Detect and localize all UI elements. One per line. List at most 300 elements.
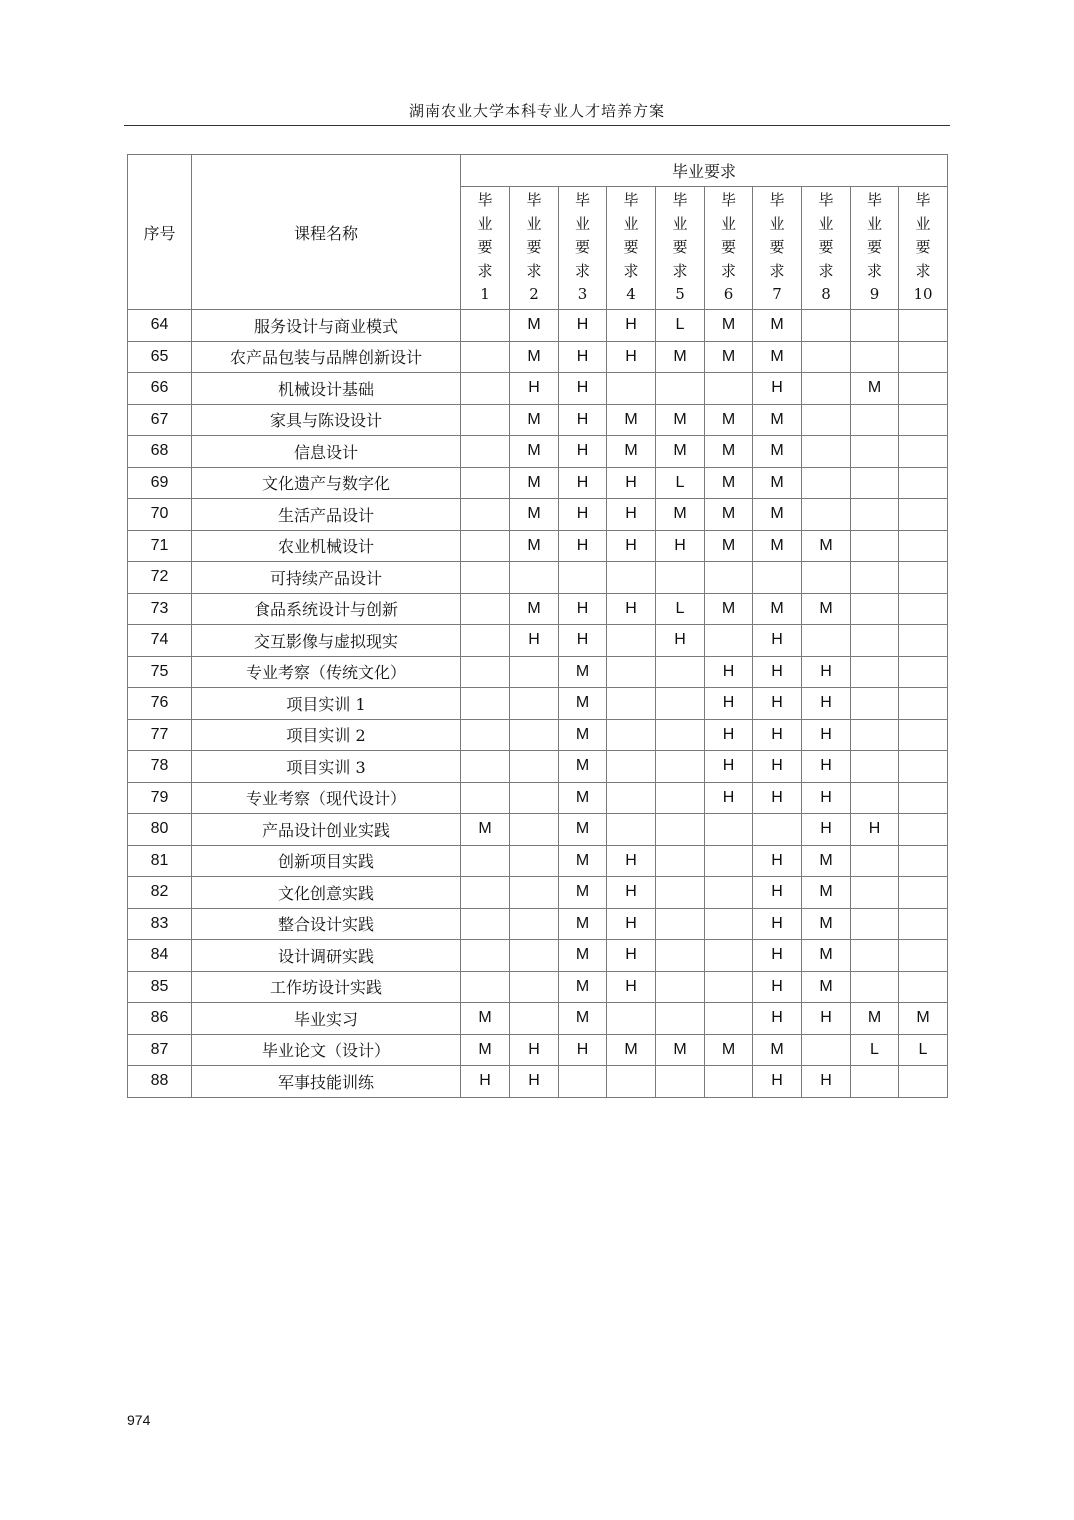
requirement-level-cell xyxy=(899,877,948,909)
requirement-level-cell xyxy=(851,908,899,940)
requirement-level-cell xyxy=(607,1003,656,1035)
requirement-level-cell xyxy=(607,688,656,720)
requirement-level-cell xyxy=(607,782,656,814)
requirement-level-cell xyxy=(851,625,899,657)
requirement-level-cell: H xyxy=(607,940,656,972)
table-row xyxy=(128,940,948,972)
requirement-level-cell: H xyxy=(753,1066,802,1098)
course-name: 专业考察（现代设计） xyxy=(192,782,461,814)
header-requirement-2 xyxy=(510,187,559,310)
requirement-level-cell xyxy=(802,310,851,342)
requirement-level-cell xyxy=(461,499,510,531)
requirement-level-cell: M xyxy=(559,1003,607,1035)
requirement-level-cell xyxy=(851,719,899,751)
course-name: 家具与陈设设计 xyxy=(192,404,461,436)
requirement-level-cell: H xyxy=(753,719,802,751)
requirement-level-cell: H xyxy=(753,845,802,877)
course-name: 创新项目实践 xyxy=(192,845,461,877)
header-requirement-char: 求 xyxy=(526,261,542,280)
row-index: 66 xyxy=(128,373,192,405)
header-requirement-char: 毕 xyxy=(623,191,639,210)
row-index: 85 xyxy=(128,971,192,1003)
requirement-level-cell: M xyxy=(705,467,753,499)
requirement-level-cell: M xyxy=(461,814,510,846)
requirement-level-cell xyxy=(899,404,948,436)
header-requirement-char: 毕 xyxy=(526,191,542,210)
requirement-level-cell: H xyxy=(510,1034,559,1066)
requirement-level-cell xyxy=(851,1066,899,1098)
requirement-level-cell: H xyxy=(559,1034,607,1066)
requirement-level-cell xyxy=(899,373,948,405)
requirement-level-cell xyxy=(851,971,899,1003)
course-name: 食品系统设计与创新 xyxy=(192,593,461,625)
requirement-level-cell xyxy=(802,499,851,531)
requirement-level-cell xyxy=(461,404,510,436)
requirement-level-cell xyxy=(656,1003,705,1035)
requirement-level-cell xyxy=(802,373,851,405)
requirement-level-cell: H xyxy=(461,1066,510,1098)
requirement-level-cell xyxy=(461,310,510,342)
requirement-level-cell xyxy=(510,719,559,751)
requirement-level-cell: M xyxy=(559,656,607,688)
requirement-level-cell xyxy=(510,656,559,688)
requirement-level-cell: M xyxy=(656,341,705,373)
requirement-level-cell xyxy=(510,971,559,1003)
requirement-level-cell xyxy=(510,877,559,909)
row-index: 82 xyxy=(128,877,192,909)
course-name: 交互影像与虚拟现实 xyxy=(192,625,461,657)
header-requirement-char: 求 xyxy=(720,261,736,280)
requirement-level-cell: M xyxy=(753,467,802,499)
requirement-level-cell: M xyxy=(656,499,705,531)
requirement-level-cell xyxy=(899,625,948,657)
page-header-title: 湖南农业大学本科专业人才培养方案 xyxy=(408,102,665,120)
header-requirement-char: 求 xyxy=(818,261,834,280)
row-index: 88 xyxy=(128,1066,192,1098)
requirement-level-cell: M xyxy=(753,1034,802,1066)
requirement-level-cell xyxy=(802,625,851,657)
header-requirement-char: 求 xyxy=(672,261,688,280)
requirement-level-cell: H xyxy=(753,656,802,688)
requirement-level-cell xyxy=(705,1066,753,1098)
requirement-level-cell: H xyxy=(607,341,656,373)
requirement-level-cell xyxy=(510,814,559,846)
header-requirement-char: 要 xyxy=(769,238,785,257)
row-index: 81 xyxy=(128,845,192,877)
requirement-level-cell: H xyxy=(705,688,753,720)
requirement-level-cell xyxy=(656,877,705,909)
header-requirement-char: 要 xyxy=(477,238,493,257)
requirement-level-cell: H xyxy=(705,782,753,814)
header-requirement-char: 毕 xyxy=(477,191,493,210)
table-row xyxy=(128,436,948,468)
header-requirement-char: 2 xyxy=(529,285,539,304)
requirement-level-cell: M xyxy=(705,1034,753,1066)
requirement-level-cell: H xyxy=(753,940,802,972)
requirement-level-cell: H xyxy=(510,1066,559,1098)
requirement-level-cell xyxy=(899,1066,948,1098)
requirement-level-cell: M xyxy=(510,530,559,562)
header-requirement-char: 3 xyxy=(577,285,588,304)
header-requirement-3 xyxy=(559,187,607,310)
header-graduation-requirements: 毕业要求 xyxy=(461,155,948,187)
requirement-level-cell xyxy=(656,908,705,940)
table-row xyxy=(128,499,948,531)
requirement-level-cell: H xyxy=(607,593,656,625)
row-index: 74 xyxy=(128,625,192,657)
course-name: 工作坊设计实践 xyxy=(192,971,461,1003)
requirement-level-cell: H xyxy=(607,908,656,940)
requirement-level-cell: M xyxy=(705,341,753,373)
requirement-level-cell: M xyxy=(705,404,753,436)
header-index: 序号 xyxy=(128,155,192,310)
table-row xyxy=(128,751,948,783)
table-row xyxy=(128,1066,948,1098)
header-requirement-char: 业 xyxy=(477,214,493,233)
requirement-level-cell xyxy=(851,593,899,625)
header-requirement-char: 要 xyxy=(720,238,736,257)
requirement-level-cell xyxy=(899,719,948,751)
course-name: 信息设计 xyxy=(192,436,461,468)
requirement-level-cell: M xyxy=(461,1034,510,1066)
requirement-level-cell: H xyxy=(802,782,851,814)
requirement-level-cell xyxy=(461,971,510,1003)
requirement-level-cell: H xyxy=(802,688,851,720)
table-row xyxy=(128,656,948,688)
requirement-level-cell: H xyxy=(559,530,607,562)
header-requirement-char: 业 xyxy=(818,214,834,233)
requirement-level-cell xyxy=(559,562,607,594)
requirement-level-cell xyxy=(461,656,510,688)
course-name: 项目实训 3 xyxy=(192,751,461,783)
requirement-level-cell: M xyxy=(656,436,705,468)
row-index: 68 xyxy=(128,436,192,468)
requirement-level-cell: M xyxy=(705,310,753,342)
requirement-level-cell: M xyxy=(851,1003,899,1035)
requirement-level-cell: H xyxy=(753,1003,802,1035)
requirement-level-cell: M xyxy=(705,530,753,562)
requirement-level-cell: M xyxy=(656,1034,705,1066)
requirement-level-cell: H xyxy=(802,751,851,783)
table-row xyxy=(128,782,948,814)
table-row xyxy=(128,877,948,909)
requirement-level-cell xyxy=(510,751,559,783)
requirement-level-cell xyxy=(705,814,753,846)
requirement-level-cell: H xyxy=(753,908,802,940)
requirement-level-cell: M xyxy=(753,436,802,468)
requirement-level-cell xyxy=(851,467,899,499)
requirement-level-cell xyxy=(705,940,753,972)
table-row xyxy=(128,688,948,720)
requirement-level-cell: M xyxy=(802,845,851,877)
requirement-level-cell xyxy=(899,782,948,814)
header-requirement-char: 5 xyxy=(675,285,685,304)
requirement-level-cell: H xyxy=(753,688,802,720)
header-requirement-char: 业 xyxy=(526,214,542,233)
table-row xyxy=(128,971,948,1003)
requirement-level-cell: M xyxy=(559,845,607,877)
requirement-level-cell xyxy=(656,656,705,688)
requirement-level-cell: H xyxy=(705,751,753,783)
header-requirement-char: 业 xyxy=(672,214,688,233)
requirement-level-cell xyxy=(899,751,948,783)
requirement-level-cell: H xyxy=(510,625,559,657)
requirement-level-cell: M xyxy=(559,940,607,972)
header-course-name: 课程名称 xyxy=(192,155,461,310)
header-requirement-char: 毕 xyxy=(818,191,834,210)
requirement-level-cell: H xyxy=(802,1003,851,1035)
requirement-level-cell: H xyxy=(559,625,607,657)
requirement-level-cell: L xyxy=(656,310,705,342)
requirement-level-cell: H xyxy=(607,530,656,562)
requirement-level-cell: H xyxy=(559,341,607,373)
row-index: 75 xyxy=(128,656,192,688)
header-requirement-7 xyxy=(753,187,802,310)
requirement-level-cell: M xyxy=(559,908,607,940)
row-index: 71 xyxy=(128,530,192,562)
row-index: 64 xyxy=(128,310,192,342)
header-requirement-6 xyxy=(705,187,753,310)
requirement-level-cell: M xyxy=(559,719,607,751)
requirement-level-cell xyxy=(656,845,705,877)
requirement-level-cell: L xyxy=(899,1034,948,1066)
requirement-level-cell: M xyxy=(802,877,851,909)
requirement-level-cell xyxy=(510,908,559,940)
requirement-level-cell xyxy=(607,373,656,405)
table-row xyxy=(128,845,948,877)
table-row xyxy=(128,1034,948,1066)
requirement-level-cell: H xyxy=(607,845,656,877)
requirement-level-cell: M xyxy=(802,908,851,940)
table-row xyxy=(128,467,948,499)
course-name: 产品设计创业实践 xyxy=(192,814,461,846)
requirement-level-cell: H xyxy=(705,719,753,751)
requirement-level-cell xyxy=(461,530,510,562)
header-requirement-char: 要 xyxy=(623,238,639,257)
course-name: 服务设计与商业模式 xyxy=(192,310,461,342)
requirement-level-cell xyxy=(510,688,559,720)
row-index: 77 xyxy=(128,719,192,751)
requirement-level-cell: H xyxy=(510,373,559,405)
table-row xyxy=(128,404,948,436)
requirement-level-cell xyxy=(899,562,948,594)
table-row xyxy=(128,814,948,846)
header-requirement-char: 毕 xyxy=(866,191,882,210)
requirement-level-cell xyxy=(851,751,899,783)
requirement-level-cell xyxy=(899,341,948,373)
page-number: 974 xyxy=(127,1412,151,1428)
requirement-level-cell xyxy=(851,530,899,562)
row-index: 78 xyxy=(128,751,192,783)
header-requirement-char: 业 xyxy=(623,214,639,233)
requirement-level-cell xyxy=(802,562,851,594)
requirement-level-cell xyxy=(510,782,559,814)
requirement-level-cell: M xyxy=(510,467,559,499)
requirement-level-cell xyxy=(851,845,899,877)
course-name: 农产品包装与品牌创新设计 xyxy=(192,341,461,373)
requirement-level-cell xyxy=(899,310,948,342)
requirement-level-cell: H xyxy=(607,971,656,1003)
requirement-level-cell xyxy=(851,310,899,342)
requirement-level-cell xyxy=(705,971,753,1003)
row-index: 67 xyxy=(128,404,192,436)
table-row xyxy=(128,625,948,657)
header-requirement-char: 毕 xyxy=(574,191,590,210)
requirement-level-cell xyxy=(802,341,851,373)
requirement-level-cell xyxy=(851,782,899,814)
requirement-level-cell: M xyxy=(899,1003,948,1035)
requirement-level-cell xyxy=(656,1066,705,1098)
row-index: 84 xyxy=(128,940,192,972)
requirement-level-cell xyxy=(851,688,899,720)
requirement-level-cell: M xyxy=(802,971,851,1003)
requirement-level-cell xyxy=(899,908,948,940)
course-name: 专业考察（传统文化） xyxy=(192,656,461,688)
requirement-level-cell: M xyxy=(656,404,705,436)
course-name: 项目实训 2 xyxy=(192,719,461,751)
requirement-level-cell: H xyxy=(656,530,705,562)
requirement-level-cell: H xyxy=(607,877,656,909)
header-requirement-8 xyxy=(802,187,851,310)
requirement-level-cell: H xyxy=(559,310,607,342)
requirement-level-cell: M xyxy=(559,688,607,720)
requirement-level-cell xyxy=(899,845,948,877)
requirement-level-cell xyxy=(899,530,948,562)
requirement-level-cell xyxy=(461,940,510,972)
header-requirement-char: 求 xyxy=(477,261,493,280)
requirement-level-cell: M xyxy=(559,877,607,909)
requirement-level-cell xyxy=(705,625,753,657)
requirement-level-cell: M xyxy=(753,341,802,373)
requirement-level-cell xyxy=(899,814,948,846)
header-requirement-char: 求 xyxy=(769,261,785,280)
requirement-level-cell: H xyxy=(656,625,705,657)
requirement-level-cell xyxy=(802,404,851,436)
header-requirement-char: 4 xyxy=(626,285,636,304)
requirement-level-cell: M xyxy=(510,499,559,531)
requirement-level-cell: M xyxy=(705,593,753,625)
header-requirement-4 xyxy=(607,187,656,310)
header-requirement-char: 要 xyxy=(672,238,688,257)
requirement-level-cell xyxy=(851,940,899,972)
requirement-level-cell xyxy=(656,562,705,594)
table-row xyxy=(128,593,948,625)
header-requirement-char: 毕 xyxy=(720,191,736,210)
table-row xyxy=(128,562,948,594)
requirement-level-cell xyxy=(851,877,899,909)
requirement-level-cell xyxy=(753,814,802,846)
header-requirement-char: 要 xyxy=(915,238,931,257)
requirement-level-cell: H xyxy=(802,814,851,846)
table-row xyxy=(128,1003,948,1035)
row-index: 79 xyxy=(128,782,192,814)
row-index: 76 xyxy=(128,688,192,720)
header-requirement-char: 业 xyxy=(866,214,882,233)
requirement-level-cell: H xyxy=(607,467,656,499)
row-index: 87 xyxy=(128,1034,192,1066)
requirement-level-cell xyxy=(899,940,948,972)
course-name: 军事技能训练 xyxy=(192,1066,461,1098)
course-name: 设计调研实践 xyxy=(192,940,461,972)
requirement-level-cell: H xyxy=(753,751,802,783)
requirement-level-cell xyxy=(851,499,899,531)
requirement-level-cell xyxy=(656,940,705,972)
table-row xyxy=(128,530,948,562)
requirement-level-cell: M xyxy=(802,940,851,972)
requirement-level-cell xyxy=(607,719,656,751)
requirement-level-cell xyxy=(705,845,753,877)
header-requirement-char: 业 xyxy=(720,214,736,233)
course-name: 毕业论文（设计） xyxy=(192,1034,461,1066)
requirement-level-cell xyxy=(607,751,656,783)
requirement-level-cell xyxy=(461,373,510,405)
requirement-level-cell: M xyxy=(753,530,802,562)
row-index: 69 xyxy=(128,467,192,499)
header-requirement-char: 业 xyxy=(574,214,590,233)
header-requirement-char: 1 xyxy=(480,285,490,304)
requirement-level-cell: H xyxy=(607,310,656,342)
header-requirement-char: 毕 xyxy=(672,191,688,210)
row-index: 72 xyxy=(128,562,192,594)
requirement-level-cell xyxy=(461,845,510,877)
requirement-level-cell xyxy=(899,688,948,720)
requirement-level-cell xyxy=(510,1003,559,1035)
requirement-level-cell xyxy=(899,593,948,625)
requirement-level-cell: H xyxy=(753,782,802,814)
requirement-level-cell: H xyxy=(802,1066,851,1098)
requirement-level-cell xyxy=(656,373,705,405)
requirement-level-cell xyxy=(899,499,948,531)
requirement-level-cell xyxy=(461,782,510,814)
requirement-level-cell: L xyxy=(851,1034,899,1066)
header-requirement-char: 求 xyxy=(623,261,639,280)
requirement-level-cell xyxy=(899,656,948,688)
requirement-level-cell xyxy=(461,908,510,940)
requirement-level-cell: M xyxy=(802,593,851,625)
header-requirement-char: 求 xyxy=(866,261,882,280)
requirement-level-cell: M xyxy=(461,1003,510,1035)
requirement-level-cell: M xyxy=(705,499,753,531)
requirement-level-cell: M xyxy=(510,404,559,436)
header-requirement-char: 要 xyxy=(526,238,542,257)
course-name: 机械设计基础 xyxy=(192,373,461,405)
table-row xyxy=(128,310,948,342)
course-name: 毕业实习 xyxy=(192,1003,461,1035)
requirement-level-cell: M xyxy=(510,341,559,373)
table-row xyxy=(128,908,948,940)
header-requirement-5 xyxy=(656,187,705,310)
requirement-level-cell xyxy=(510,562,559,594)
requirement-level-cell xyxy=(705,373,753,405)
course-name: 文化遗产与数字化 xyxy=(192,467,461,499)
course-name: 文化创意实践 xyxy=(192,877,461,909)
requirement-level-cell: M xyxy=(510,593,559,625)
requirement-level-cell: H xyxy=(753,373,802,405)
requirement-level-cell xyxy=(705,1003,753,1035)
course-name: 可持续产品设计 xyxy=(192,562,461,594)
requirement-level-cell xyxy=(607,814,656,846)
requirement-level-cell: H xyxy=(559,467,607,499)
course-name: 农业机械设计 xyxy=(192,530,461,562)
requirement-level-cell: M xyxy=(510,310,559,342)
row-index: 70 xyxy=(128,499,192,531)
requirement-level-cell xyxy=(559,1066,607,1098)
requirement-level-cell: M xyxy=(559,751,607,783)
requirement-level-cell: M xyxy=(607,436,656,468)
requirement-level-cell: H xyxy=(705,656,753,688)
requirement-level-cell: M xyxy=(753,404,802,436)
requirement-level-cell xyxy=(899,436,948,468)
